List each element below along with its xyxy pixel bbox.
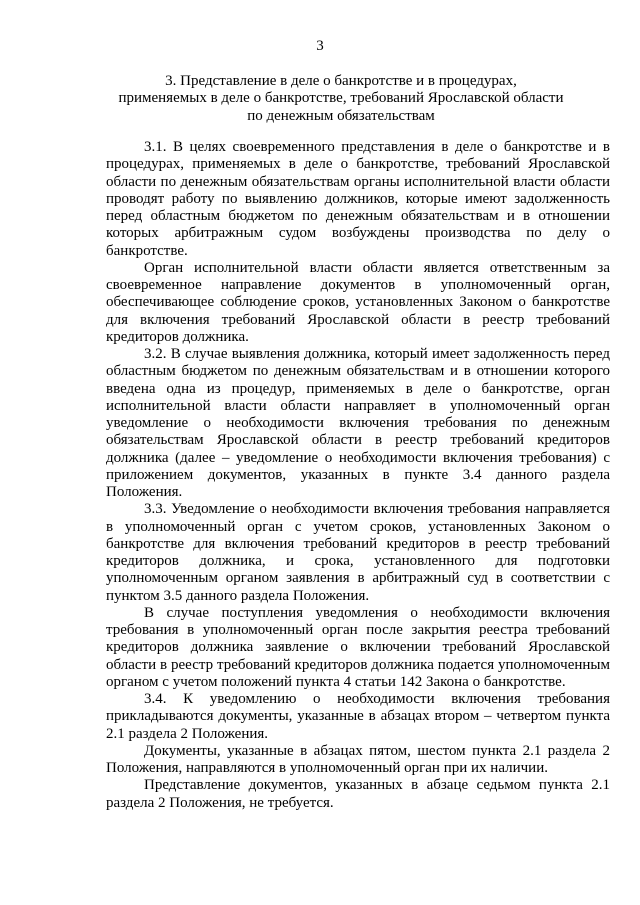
paragraph-late-notification: В случае поступления уведомления о необходимости включения требования в уполномоченный орган после закрытия реестра требований кредиторов должника заявление о включении требований Ярославской области в реестр требований кредиторов должника подается уполномоченным органом с учетом положений пункта 4 статьи 142 Закона о банкротстве.: [106, 604, 610, 690]
body-text: [106, 139, 610, 812]
paragraph-responsibility: Орган исполнительной власти области является ответственным за своевременное направление документов в уполномоченный орган, обеспечивающее соблюдение сроков, установленных Законом о банкротстве для включения требований Ярославской области в реестр требований кредиторов должника.: [106, 259, 610, 345]
section-title-line: по денежным обязательствам: [247, 107, 435, 124]
section-title-line: 3. Представление в деле о банкротстве и в процедурах,: [165, 73, 517, 89]
section-title: [100, 73, 582, 125]
paragraph-3-1: 3.1. В целях своевременного представления в деле о банкротстве и в процедурах, применяемых в деле о банкротстве, требований Ярославской области по денежным обязательствам органы исполнительной власти области проводят работу по выявлению должников, которые имеют задолженность перед областным бюджетом по денежным обязательствам и в отношении которых арбитражным судом возбуждены производства по делу о банкротстве.: [106, 139, 610, 259]
paragraph-3-3: 3.3. Уведомление о необходимости включения требования направляется в уполномоченный орган с учетом сроков, установленных Законом о банкротстве для включения требований кредиторов в реестр требований кредиторов должника, и срока, установленного для подготовки уполномоченным органом заявления в арбитражный суд в соответствии с пунктом 3.5 данного раздела Положения.: [106, 501, 610, 604]
paragraph-optional-documents: Документы, указанные в абзацах пятом, шестом пункта 2.1 раздела 2 Положения, направляются в уполномоченный орган при их наличии.: [106, 742, 610, 776]
paragraph-not-required: Представление документов, указанных в абзаце седьмом пункта 2.1 раздела 2 Положения, не требуется.: [106, 777, 610, 811]
page-number: 3: [316, 38, 324, 54]
section-title-line: применяемых в деле о банкротстве, требований Ярославской области: [118, 90, 564, 107]
paragraph-3-2: 3.2. В случае выявления должника, который имеет задолженность перед областным бюджетом по денежным обязательствам и в отношении которого введена одна из процедур, применяемых в деле о банкротстве, орган исполнительной власти области направляет в уполномоченный орган уведомление о необходимости включения требования по денежным обязательствам Ярославской области в реестр требований кредиторов должника (далее – уведомление о необходимости включения требования) с приложением документов, указанных в пункте 3.4 данного раздела Положения.: [106, 346, 610, 500]
paragraph-3-4: 3.4. К уведомлению о необходимости включения требования прикладываются документы, указанные в абзацах втором – четвертом пункта 2.1 раздела 2 Положения.: [106, 691, 610, 742]
